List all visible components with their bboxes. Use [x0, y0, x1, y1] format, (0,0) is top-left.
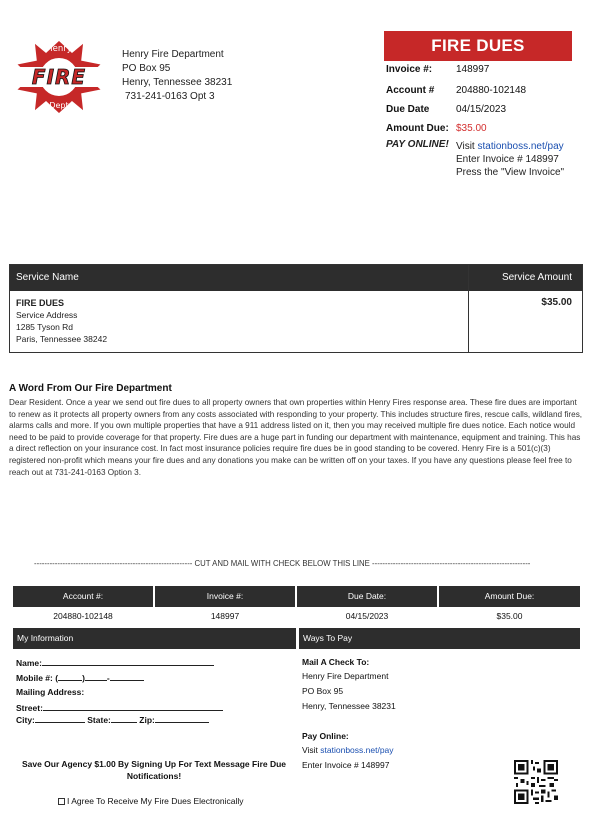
mobile-open-paren: (	[55, 673, 59, 683]
state-line[interactable]	[111, 714, 137, 723]
ways-enter-invoice: Enter Invoice # 148997	[302, 760, 390, 770]
mail-line1: Henry Fire Department	[302, 671, 389, 681]
street-line[interactable]	[43, 702, 223, 711]
service-item-title: FIRE DUES	[16, 298, 65, 308]
message-body: Dear Resident. Once a year we send out fire dues to all property owners that own properties within Henry Fires response area. These fire dues are important to renew as it protects all property owners from any costs associated with responding to your property. This includes structure fires, rescue calls, wildland fires, alarms calls and more. If you own multiple properties that have a 911 address listed on it, then you may received multiple fire dues notice. Each notice would need to be paid to provide coverage for that property. Fire dues are a huge part in funding our department with maintenance, equipment and training. This has a direct reflection on your insurance cost. In fact most insurance policies require fire dues be in good standing to be covered. Henry Fire is a 501(c)(3) registered non-profit which means your fire dues and any donations you make can be written off on your taxes. If you have any questions please feel free to reach out at 731-241-0163 Option 3.	[9, 398, 583, 477]
city-label: City:	[16, 715, 35, 725]
ways-visit-text: Visit	[302, 745, 321, 755]
service-table	[9, 264, 583, 353]
pay-online-label: PAY ONLINE!	[386, 139, 449, 150]
pay-online-instructions	[456, 140, 564, 179]
checkbox-icon[interactable]	[58, 798, 65, 805]
name-label: Name:	[16, 658, 42, 668]
mobile-prefix-line[interactable]	[85, 672, 107, 681]
account-number-label: Account #	[386, 85, 435, 96]
pay-link[interactable]: stationboss.net/pay	[477, 141, 564, 152]
invoice-number-value: 148997	[456, 64, 490, 75]
mail-line2: PO Box 95	[302, 686, 344, 696]
department-address1: PO Box 95	[122, 63, 171, 74]
mobile-line-line[interactable]	[110, 672, 144, 681]
visit-text: Visit	[456, 141, 478, 152]
stub-invoice-header: Invoice #:	[155, 586, 295, 607]
street-label: Street:	[16, 703, 43, 713]
service-item-line1: Service Address	[16, 310, 78, 320]
service-column-divider	[468, 265, 469, 352]
message-title: A Word From Our Fire Department	[9, 383, 172, 394]
mail-check-title: Mail A Check To:	[302, 657, 370, 667]
stub-account-header: Account #:	[13, 586, 153, 607]
stub-invoice-value: 148997	[210, 611, 240, 621]
service-name-header: Service Name	[16, 272, 79, 283]
service-table-header	[10, 265, 582, 291]
department-name: Henry Fire Department	[122, 49, 224, 60]
fire-dues-banner: FIRE DUES	[384, 31, 572, 61]
city-line[interactable]	[35, 714, 85, 723]
qr-code-icon[interactable]	[514, 760, 558, 804]
stub-due-header: Due Date:	[297, 586, 437, 607]
department-phone: 731-241-0163 Opt 3	[125, 91, 215, 102]
service-amount-header: Service Amount	[501, 272, 572, 283]
mobile-dash: -	[106, 673, 110, 683]
department-info	[122, 48, 232, 104]
cut-line: ------------------------------------------------------------- CUT AND MAIL WITH CHECK BELOW THIS LINE -------------------------------------------------------------	[34, 559, 531, 568]
mail-line3: Henry, Tennessee 38231	[302, 701, 396, 711]
electronic-agree-label: I Agree To Receive My Fire Dues Electronically	[67, 796, 244, 806]
amount-due-label: Amount Due:	[386, 123, 449, 134]
department-address2: Henry, Tennessee 38231	[122, 77, 233, 88]
due-date-value: 04/15/2023	[456, 104, 507, 115]
name-field[interactable]	[16, 657, 214, 668]
mobile-area-line[interactable]	[58, 672, 82, 681]
enter-invoice-text: Enter Invoice # 148997	[456, 154, 559, 165]
invoice-number-label: Invoice #:	[386, 64, 433, 75]
city-state-zip-field[interactable]	[16, 714, 209, 725]
stub-due-value: 04/15/2023	[345, 611, 389, 621]
service-item-amount: $35.00	[541, 297, 572, 308]
fire-dept-logo	[12, 38, 106, 116]
mobile-label: Mobile #:	[16, 673, 53, 683]
stub-amount-header: Amount Due:	[439, 586, 580, 607]
press-view-text: Press the "View Invoice"	[456, 167, 565, 178]
text-signup-promo: Save Our Agency $1.00 By Signing Up For Text Message Fire Due Notifications!	[21, 759, 287, 781]
logo-top-text: Henry	[46, 44, 72, 54]
ways-to-pay-header: Ways To Pay	[299, 628, 580, 649]
stub-amount-value: $35.00	[496, 611, 523, 621]
due-date-label: Due Date	[386, 104, 430, 115]
electronic-agree-checkbox[interactable]	[58, 796, 244, 806]
service-item-line3: Paris, Tennessee 38242	[16, 334, 108, 344]
street-field[interactable]	[16, 702, 223, 713]
service-item	[16, 297, 107, 345]
ways-pay-link[interactable]: stationboss.net/pay	[320, 745, 394, 755]
stub-account-value: 204880-102148	[53, 611, 113, 621]
account-number-value: 204880-102148	[456, 85, 527, 96]
service-item-line2: 1285 Tyson Rd	[16, 322, 74, 332]
state-label: State:	[87, 715, 111, 725]
logo-bottom-text: Dept	[49, 101, 69, 110]
amount-due-value: $35.00	[456, 123, 487, 134]
mobile-close-paren: )	[82, 673, 85, 683]
pay-online-visit	[302, 745, 394, 755]
logo-fire-text: FIRE	[31, 65, 87, 89]
mobile-field[interactable]	[16, 672, 144, 683]
zip-line[interactable]	[155, 714, 209, 723]
my-information-header: My Information	[13, 628, 296, 649]
name-line[interactable]	[42, 657, 214, 666]
mailing-address-label: Mailing Address:	[16, 687, 85, 697]
pay-online-title: Pay Online:	[302, 731, 349, 741]
zip-label: Zip:	[139, 715, 155, 725]
